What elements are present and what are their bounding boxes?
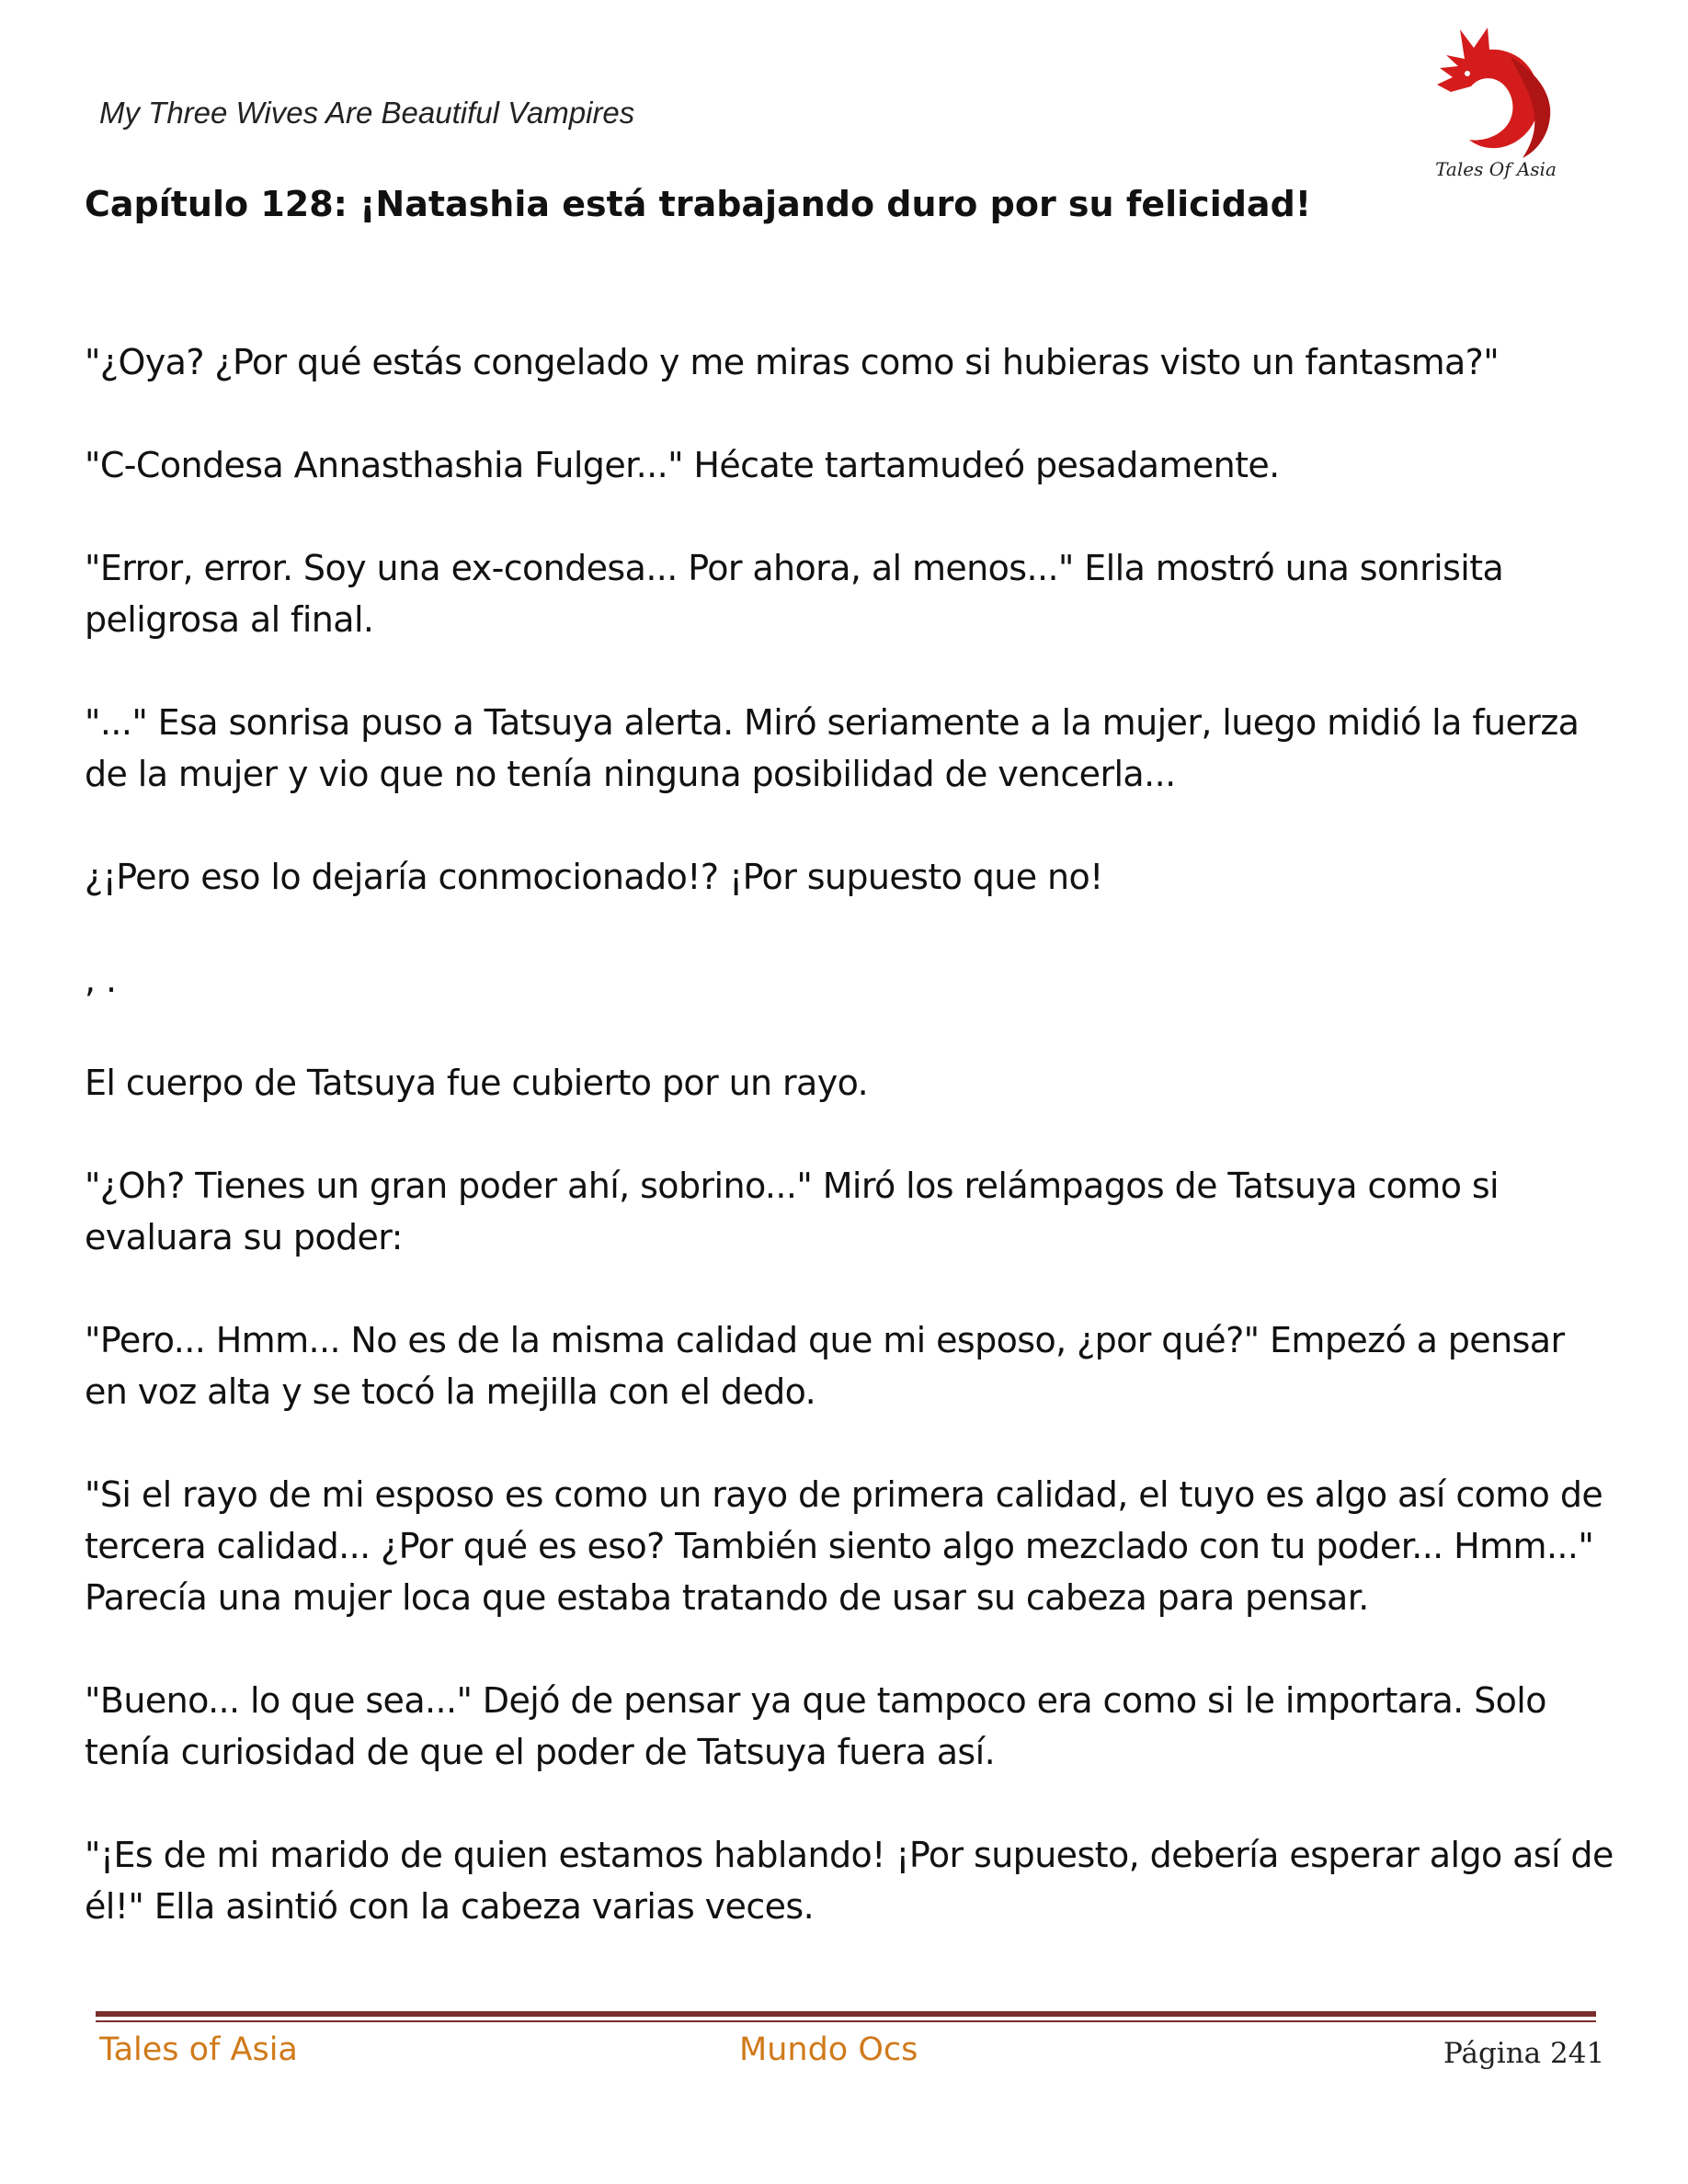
paragraph — [85, 542, 1620, 645]
paragraph-line: de la mujer y vio que no tenía ninguna posibilidad de vencerla... — [85, 754, 1176, 794]
chapter-body — [85, 336, 1620, 1984]
paragraph-line: "¡Es de mi marido de quien estamos hablando! ¡Por supuesto, debería esperar algo así de — [85, 1835, 1614, 1875]
paragraph — [85, 1675, 1620, 1778]
paragraph-line: evaluara su poder: — [85, 1217, 403, 1257]
paragraph — [85, 1829, 1620, 1932]
paragraph-line: "C-Condesa Annasthashia Fulger..." Hécate tartamudeó pesadamente. — [85, 445, 1280, 485]
footer-rule-thin — [96, 2020, 1596, 2022]
footer-rule — [96, 2011, 1596, 2017]
paragraph-line: Parecía una mujer loca que estaba tratando de usar su cabeza para pensar. — [85, 1577, 1369, 1618]
paragraph — [85, 1160, 1620, 1263]
paragraph-line: "Error, error. Soy una ex-condesa... Por ahora, al menos..." Ella mostró una sonrisita — [85, 548, 1504, 588]
paragraph — [85, 1469, 1620, 1623]
chapter-title: Capítulo 128: ¡Natashia está trabajando duro por su felicidad! — [85, 184, 1312, 224]
paragraph-line: El cuerpo de Tatsuya fue cubierto por un rayo. — [85, 1063, 869, 1103]
red-dragon-icon — [1423, 20, 1561, 184]
paragraph-line: "..." Esa sonrisa puso a Tatsuya alerta. Miró seriamente a la mujer, luego midió la fuerza — [85, 702, 1580, 743]
logo-text: Tales Of Asia — [1435, 158, 1557, 180]
paragraph — [85, 851, 1620, 903]
paragraph-line: , . — [85, 960, 117, 1000]
footer-section-name: Mundo Ocs — [739, 2031, 918, 2068]
footer-site-name: Tales of Asia — [99, 2031, 298, 2068]
paragraph-line: "¿Oh? Tienes un gran poder ahí, sobrino..." Miró los relámpagos de Tatsuya como si — [85, 1166, 1500, 1206]
paragraph-line: "Si el rayo de mi esposo es como un rayo de primera calidad, el tuyo es algo así como de — [85, 1474, 1603, 1515]
paragraph-line: ¿¡Pero eso lo dejaría conmocionado!? ¡Por supuesto que no! — [85, 857, 1103, 897]
paragraph-line: "Bueno... lo que sea..." Dejó de pensar ya que tampoco era como si le importara. Solo — [85, 1680, 1546, 1721]
book-title: My Three Wives Are Beautiful Vampires — [99, 96, 635, 130]
paragraph — [85, 439, 1620, 491]
paragraph — [85, 336, 1620, 388]
paragraph-line: en voz alta y se tocó la mejilla con el dedo. — [85, 1371, 816, 1412]
paragraph-line: "Pero... Hmm... No es de la misma calidad que mi esposo, ¿por qué?" Empezó a pensar — [85, 1320, 1565, 1360]
paragraph-line: tenía curiosidad de que el poder de Tatsuya fuera así. — [85, 1732, 996, 1772]
paragraph-line: peligrosa al final. — [85, 599, 374, 640]
paragraph — [85, 1314, 1620, 1417]
paragraph-line: "¿Oya? ¿Por qué estás congelado y me miras como si hubieras visto un fantasma?" — [85, 342, 1500, 382]
paragraph — [85, 1057, 1620, 1109]
paragraph — [85, 697, 1620, 800]
page-number: Página 241 — [1443, 2037, 1605, 2070]
paragraph — [85, 954, 1620, 1006]
paragraph-line: él!" Ella asintió con la cabeza varias veces. — [85, 1886, 815, 1927]
paragraph-line: tercera calidad... ¿Por qué es eso? También siento algo mezclado con tu poder... Hmm..." — [85, 1526, 1594, 1566]
